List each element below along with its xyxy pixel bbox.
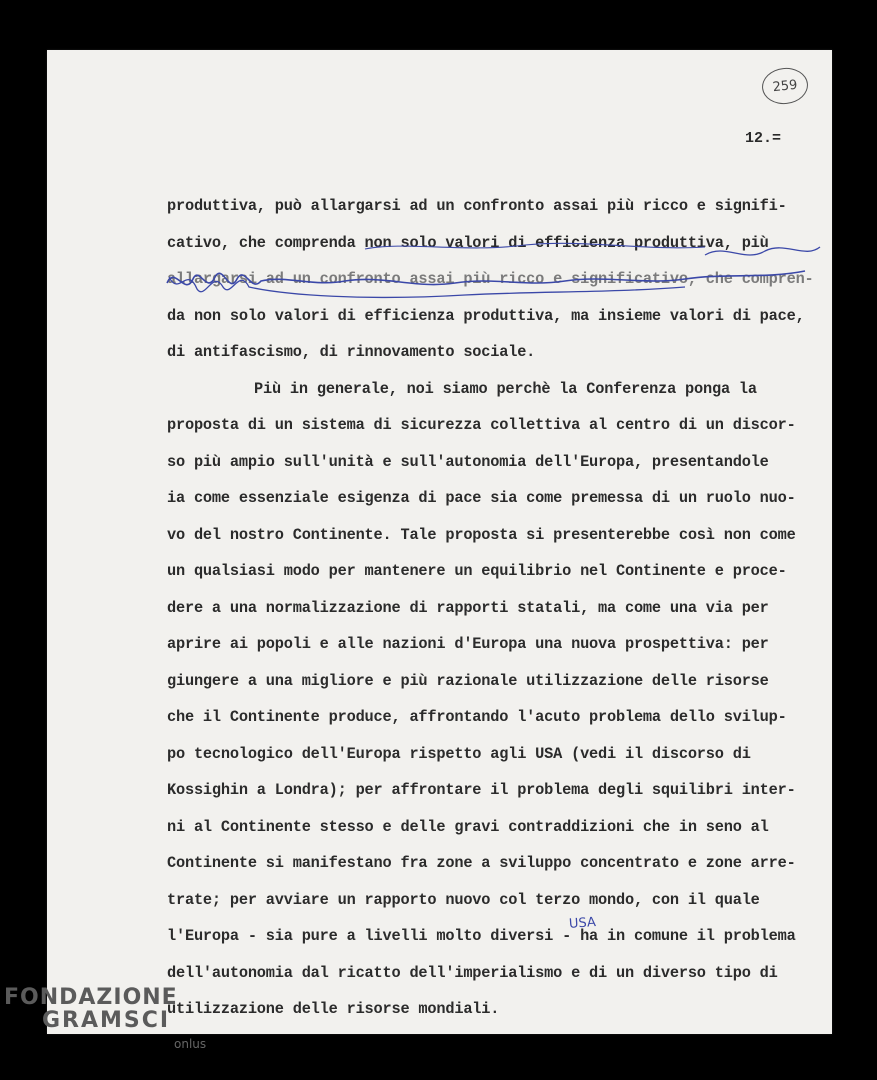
handwritten-insert: USA	[568, 915, 597, 932]
text-line: cativo, che comprenda non solo valori di efficienza produttiva, più	[167, 233, 769, 252]
text-line: dell'autonomia dal ricatto dell'imperialismo e di un diverso tipo di	[167, 963, 778, 982]
text-line: Kossighin a Londra); per affrontare il problema degli squilibri inter-	[167, 781, 796, 799]
text-line: so più ampio sull'unità e sull'autonomia dell'Europa, presentandole	[167, 452, 769, 471]
document-page	[47, 50, 832, 1034]
text-line: un qualsiasi modo per mantenere un equilibrio nel Continente e proce-	[167, 562, 787, 580]
typed-text	[167, 188, 827, 1028]
text-line: da non solo valori di efficienza produttiva, ma insieme valori di pace,	[167, 306, 805, 325]
watermark-line2: GRAMSCI	[42, 1008, 171, 1033]
struck-line: allargarsi ad un confronto assai più ricco e significativo, che compren-	[167, 270, 814, 288]
text-line: ia come essenziale esigenza di pace sia come premessa di un ruolo nuo-	[167, 489, 796, 507]
text-line: l'Europa - sia pure a livelli molto diversi - ha in comune il problema	[167, 927, 796, 945]
text-line: po tecnologico dell'Europa rispetto agli USA (vedi il discorso di	[167, 744, 751, 763]
text-line: ni al Continente stesso e delle gravi contraddizioni che in seno al	[167, 817, 769, 836]
text-line: Continente si manifestano fra zone a sviluppo concentrato e zone arre-	[167, 854, 796, 872]
text-line: trate; per avviare un rapporto nuovo col terzo mondo, con il quale	[167, 890, 760, 909]
text-line: aprire ai popoli e alle nazioni d'Europa una nuova prospettiva: per	[167, 635, 769, 653]
page-number: 12.=	[745, 130, 782, 147]
foundation-watermark	[4, 985, 206, 1051]
text-line: Più in generale, noi siamo perchè la Conferenza ponga la	[254, 379, 757, 398]
text-line: giungere a una migliore e più razionale utilizzazione delle risorse	[167, 671, 769, 690]
text-line: utilizzazione delle risorse mondiali.	[167, 1000, 500, 1018]
watermark-line3: onlus	[174, 1037, 207, 1051]
text-line: vo del nostro Continente. Tale proposta si presenterebbe così non come	[167, 525, 796, 544]
text-line: che il Continente produce, affrontando l'acuto problema dello svilup-	[167, 708, 787, 726]
text-line: di antifascismo, di rinnovamento sociale.	[167, 343, 536, 361]
watermark-line1: FONDAZIONE	[4, 985, 178, 1010]
text-line: proposta di un sistema di sicurezza collettiva al centro di un discor-	[167, 416, 796, 434]
archive-stamp: 259	[760, 66, 810, 107]
text-line: dere a una normalizzazione di rapporti statali, ma come una via per	[167, 598, 769, 617]
text-line: produttiva, può allargarsi ad un confronto assai più ricco e signifi-	[167, 197, 787, 215]
